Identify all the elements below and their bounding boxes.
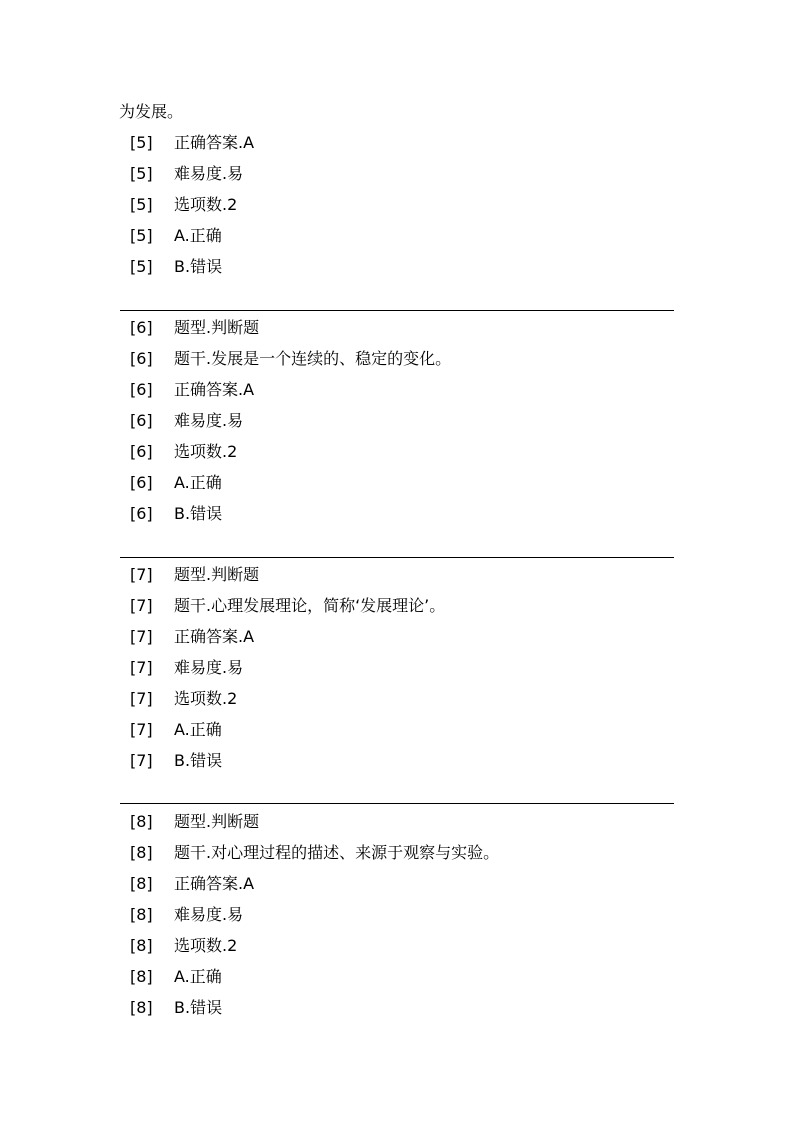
question-line — [130, 471, 222, 495]
question-number: [5] — [130, 257, 153, 276]
question-field-text: 难易度.易 — [174, 658, 244, 677]
question-field-text: 题型.判断题 — [174, 318, 260, 337]
intro-text: 为发展。 — [119, 102, 184, 121]
question-line — [130, 440, 237, 464]
question-field-text: A.正确 — [174, 226, 222, 245]
question-number: [8] — [130, 812, 153, 831]
question-field-text: 选项数.2 — [174, 689, 238, 708]
question-field-text: 题型.判断题 — [174, 812, 260, 831]
question-field-text: A.正确 — [174, 967, 222, 986]
question-field-text: 难易度.易 — [174, 411, 244, 430]
question-line — [130, 965, 222, 989]
question-field-text: 题干.心理发展理论，简称‘发展理论’。 — [174, 596, 446, 615]
question-line — [130, 656, 243, 680]
question-number: [7] — [130, 658, 153, 677]
question-number: [7] — [130, 751, 153, 770]
question-field-text: 题干.发展是一个连续的、稳定的变化。 — [174, 349, 452, 368]
question-field-text: A.正确 — [174, 473, 222, 492]
question-line — [130, 409, 243, 433]
question-number: [6] — [130, 504, 153, 523]
question-number: [5] — [130, 133, 153, 152]
question-number: [6] — [130, 349, 153, 368]
question-number: [6] — [130, 411, 153, 430]
question-line — [130, 810, 259, 834]
question-line — [130, 193, 237, 217]
question-number: [6] — [130, 318, 153, 337]
question-field-text: 选项数.2 — [174, 195, 238, 214]
question-line — [130, 872, 254, 896]
question-number: [7] — [130, 596, 153, 615]
question-field-text: 难易度.易 — [174, 164, 244, 183]
question-number: [5] — [130, 226, 153, 245]
question-number: [5] — [130, 164, 153, 183]
question-field-text: B.错误 — [174, 751, 223, 770]
question-number: [8] — [130, 936, 153, 955]
question-number: [6] — [130, 442, 153, 461]
question-line — [130, 347, 451, 371]
question-number: [6] — [130, 473, 153, 492]
question-line — [130, 162, 243, 186]
question-line — [130, 934, 237, 958]
question-line — [130, 316, 259, 340]
question-line — [130, 378, 254, 402]
question-field-text: 正确答案.A — [174, 380, 255, 399]
question-field-text: B.错误 — [174, 504, 223, 523]
question-field-text: 题型.判断题 — [174, 565, 260, 584]
question-line — [130, 718, 222, 742]
question-number: [7] — [130, 689, 153, 708]
question-field-text: 正确答案.A — [174, 627, 255, 646]
question-line — [130, 625, 254, 649]
question-number: [8] — [130, 874, 153, 893]
question-line — [130, 996, 222, 1020]
question-line — [130, 131, 254, 155]
question-divider — [120, 310, 674, 311]
question-field-text: 正确答案.A — [174, 133, 255, 152]
question-field-text: 选项数.2 — [174, 442, 238, 461]
question-number: [8] — [130, 967, 153, 986]
question-number: [8] — [130, 998, 153, 1017]
question-number: [7] — [130, 565, 153, 584]
question-field-text: 正确答案.A — [174, 874, 255, 893]
question-line — [130, 255, 222, 279]
question-line — [130, 224, 222, 248]
question-line — [130, 594, 445, 618]
question-divider — [120, 803, 674, 804]
question-field-text: B.错误 — [174, 998, 223, 1017]
question-number: [8] — [130, 843, 153, 862]
question-number: [7] — [130, 720, 153, 739]
question-number: [8] — [130, 905, 153, 924]
question-number: [6] — [130, 380, 153, 399]
question-field-text: A.正确 — [174, 720, 222, 739]
question-divider — [120, 557, 674, 558]
question-field-text: 难易度.易 — [174, 905, 244, 924]
question-line — [130, 502, 222, 526]
question-line — [130, 749, 222, 773]
question-field-text: 题干.对心理过程的描述、来源于观察与实验。 — [174, 843, 500, 862]
question-field-text: B.错误 — [174, 257, 223, 276]
question-line — [130, 841, 499, 865]
question-field-text: 选项数.2 — [174, 936, 238, 955]
question-line — [130, 563, 259, 587]
question-number: [7] — [130, 627, 153, 646]
question-line — [130, 903, 243, 927]
question-line — [130, 687, 237, 711]
question-number: [5] — [130, 195, 153, 214]
